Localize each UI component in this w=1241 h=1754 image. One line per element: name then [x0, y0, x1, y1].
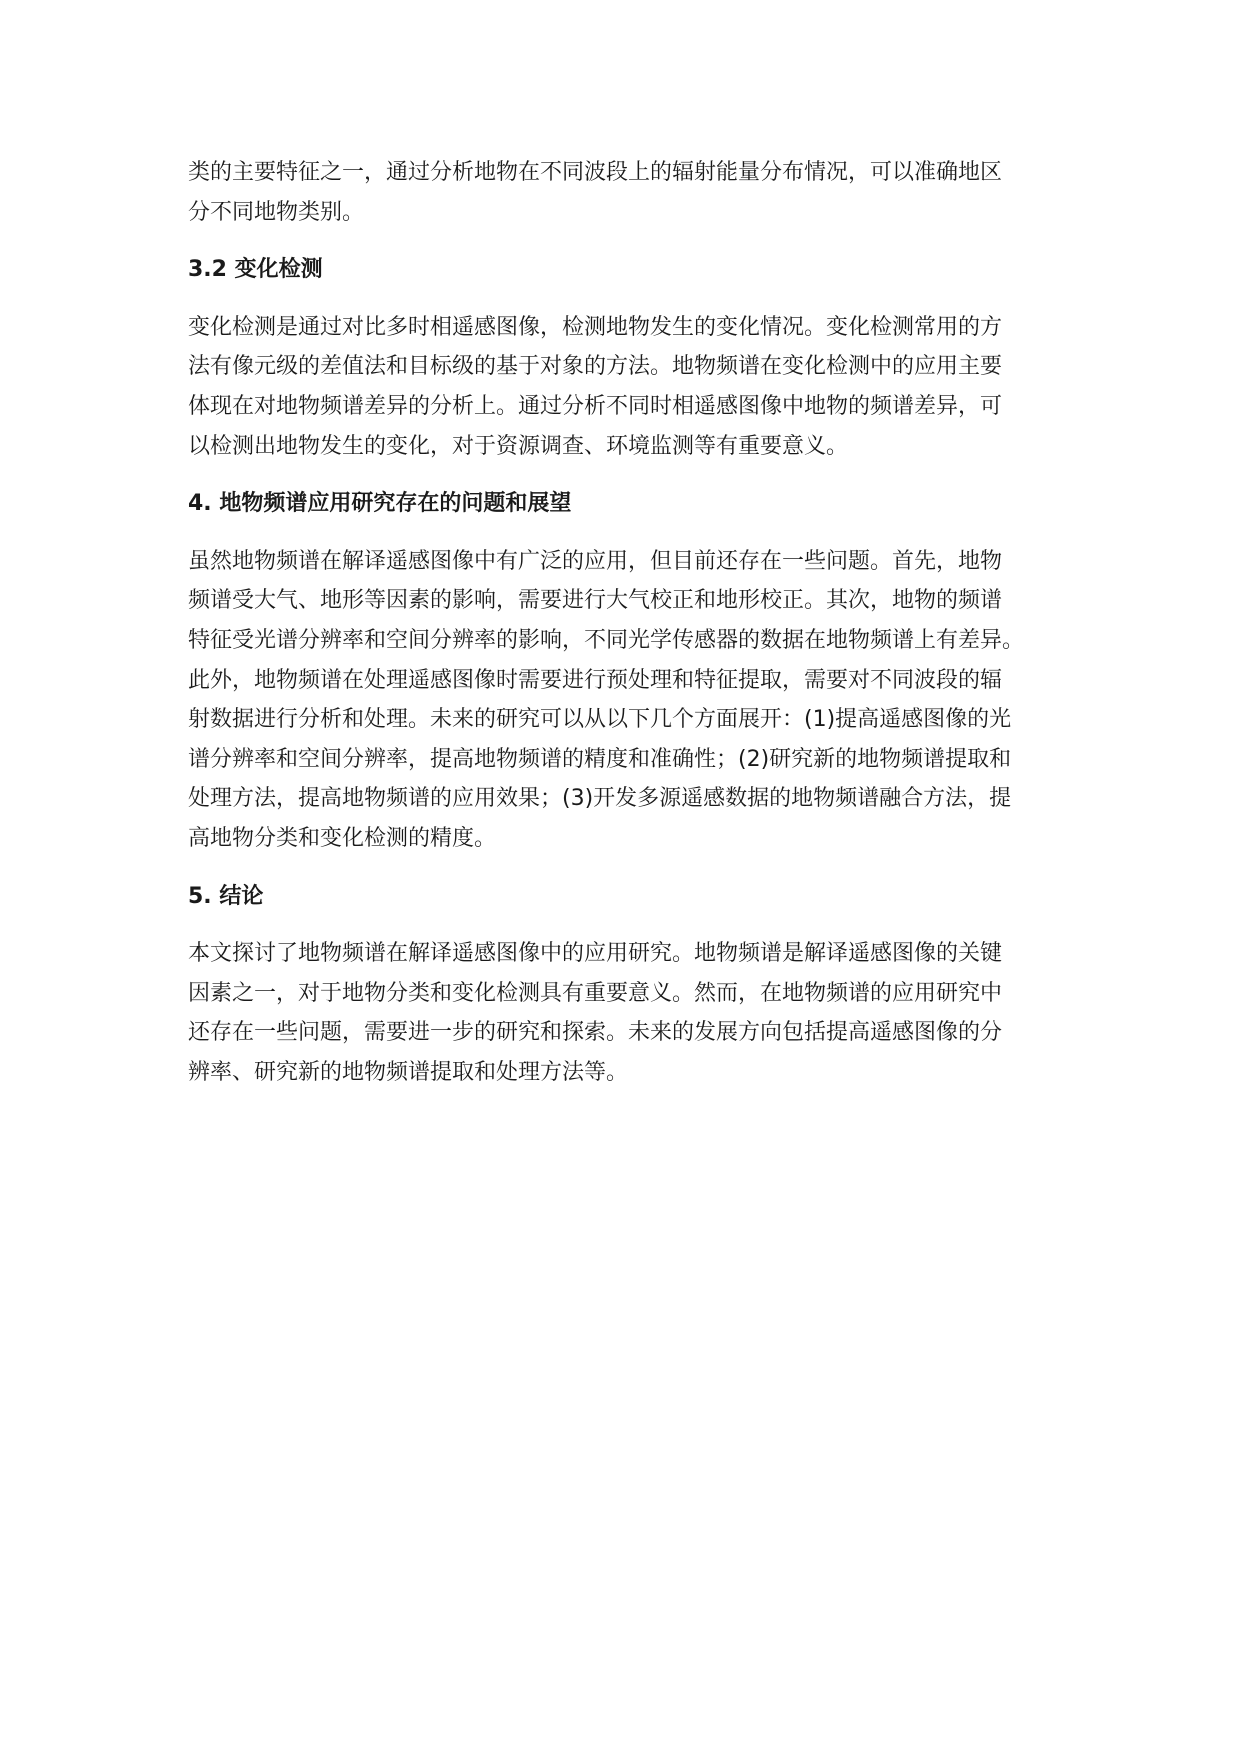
text-line: 谱分辨率和空间分辨率，提高地物频谱的精度和准确性；(2)研究新的地物频谱提取和 [188, 746, 1012, 772]
text-line: 体现在对地物频谱差异的分析上。通过分析不同时相遥感图像中地物的频谱差异，可 [188, 393, 1003, 419]
paragraph-conclusion [188, 934, 1054, 1092]
paragraph-classification-tail [188, 153, 1054, 232]
text-line: 类的主要特征之一，通过分析地物在不同波段上的辐射能量分布情况，可以准确地区 [188, 160, 1003, 185]
text-line: 以检测出地物发生的变化，对于资源调查、环境监测等有重要意义。 [188, 433, 849, 459]
text-line: 分不同地物类别。 [188, 199, 365, 225]
section-heading-conclusion: 5. 结论 [188, 883, 264, 909]
text-line: 虽然地物频谱在解译遥感图像中有广泛的应用，但目前还存在一些问题。首先，地物 [188, 548, 1003, 574]
text-line: 高地物分类和变化检测的精度。 [188, 825, 497, 851]
text-line: 频谱受大气、地形等因素的影响，需要进行大气校正和地形校正。其次，地物的频谱 [188, 588, 1003, 614]
text-line: 法有像元级的差值法和目标级的基于对象的方法。地物频谱在变化检测中的应用主要 [188, 354, 1003, 380]
document-body [188, 153, 1054, 1092]
text-line: 特征受光谱分辨率和空间分辨率的影响，不同光学传感器的数据在地物频谱上有差异。 [188, 627, 1025, 653]
text-line: 射数据进行分析和处理。未来的研究可以从以下几个方面展开：(1)提高遥感图像的光 [188, 707, 1012, 733]
paragraph-change-detection [188, 308, 1054, 466]
paragraph-problems-outlook [188, 542, 1054, 859]
section-heading-change-detection: 3.2 变化检测 [188, 257, 323, 283]
section-heading-problems-outlook: 4. 地物频谱应用研究存在的问题和展望 [188, 491, 572, 517]
text-line: 变化检测是通过对比多时相遥感图像，检测地物发生的变化情况。变化检测常用的方 [188, 314, 1003, 340]
text-line: 辨率、研究新的地物频谱提取和处理方法等。 [188, 1059, 629, 1085]
text-line: 因素之一，对于地物分类和变化检测具有重要意义。然而，在地物频谱的应用研究中 [188, 980, 1003, 1006]
text-line: 还存在一些问题，需要进一步的研究和探索。未来的发展方向包括提高遥感图像的分 [188, 1020, 1003, 1046]
text-line: 此外，地物频谱在处理遥感图像时需要进行预处理和特征提取，需要对不同波段的辐 [188, 667, 1003, 693]
text-line: 处理方法，提高地物频谱的应用效果；(3)开发多源遥感数据的地物频谱融合方法，提 [188, 786, 1012, 812]
text-line: 本文探讨了地物频谱在解译遥感图像中的应用研究。地物频谱是解译遥感图像的关键 [188, 941, 1003, 967]
